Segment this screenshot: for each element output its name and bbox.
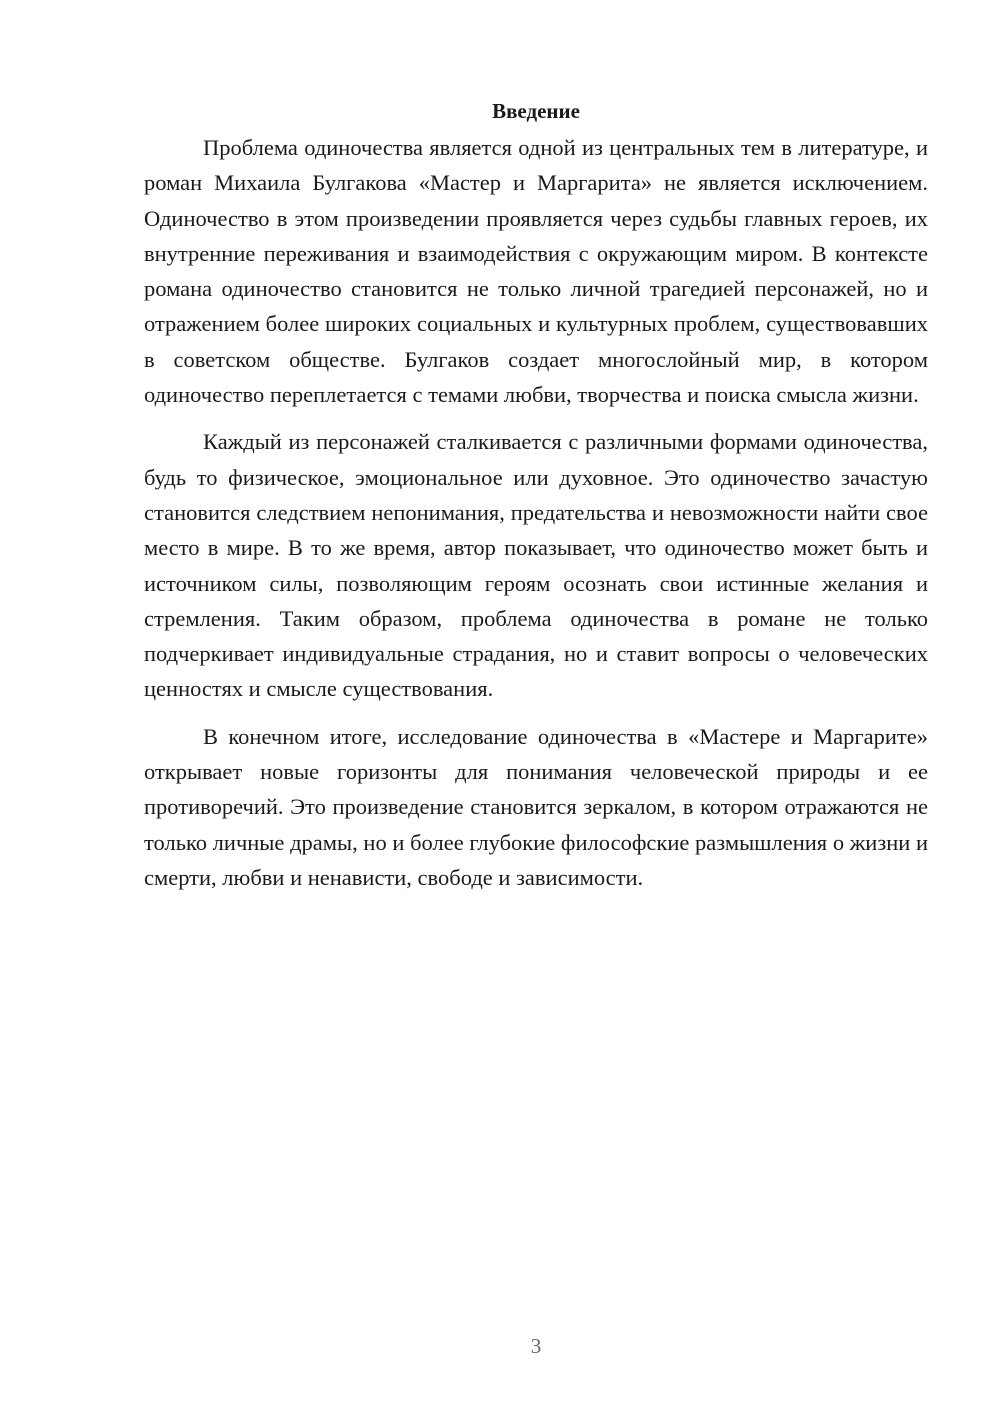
paragraph-1: Проблема одиночества является одной из центральных тем в литературе, и роман Михаила Булгакова «Мастер и Маргарита» не является исключением. Одиночество в этом произведении проявляется через судьбы главных героев, их внутренние переживания и взаимодействия с окружающим миром. В контексте романа одиночество становится не только личной трагедией персонажей, но и отражением более широких социальных и культурных проблем, существовавших в советском обществе. Булгаков создает многослойный мир, в котором одиночество переплетается с темами любви, творчества и поиска смысла жизни. (144, 135, 928, 408)
page-content (144, 96, 928, 907)
page-number: 3 (530, 1334, 542, 1358)
paragraph-2: Каждый из персонажей сталкивается с различными формами одиночества, будь то физическое, эмоциональное или духовное. Это одиночество зачастую становится следствием непонимания, предательства и невозможности найти свое место в мире. В то же время, автор показывает, что одиночество может быть и источником силы, позволяющим героям осознать свои истинные желания и стремления. Таким образом, проблема одиночества в романе не только подчеркивает индивидуальные страдания, но и ставит вопросы о человеческих ценностях и смысле существования. (144, 429, 928, 702)
section-heading: Введение (492, 99, 580, 123)
paragraph-3: В конечном итоге, исследование одиночества в «Мастере и Маргарите» открывает новые горизонты для понимания человеческой природы и ее противоречий. Это произведение становится зеркалом, в котором отражаются не только личные драмы, но и более глубокие философские размышления о жизни и смерти, любви и ненависти, свободе и зависимости. (144, 723, 928, 890)
